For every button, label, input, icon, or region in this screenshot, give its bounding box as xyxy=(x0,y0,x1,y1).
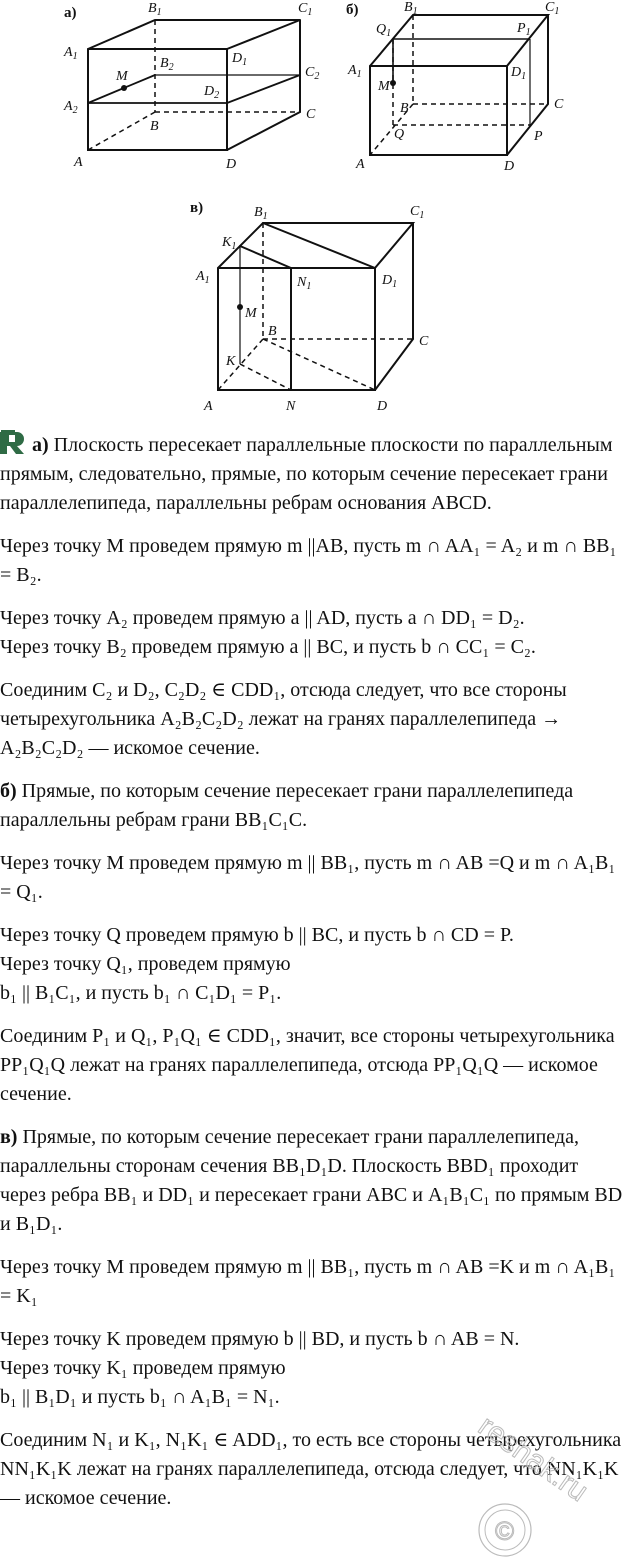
svg-text:C1: $C_1$ xyxy=(545,0,560,17)
part-a-p1: Плоскость пересекает параллельные плоскости по параллельным прямым, следовательно, прямые, по которым сечение пересекает грани параллелепипеда, параллельны ребрам основания ABCD. xyxy=(0,434,613,514)
svg-text:B1: $B_1$ xyxy=(404,0,418,17)
reshak-logo-icon xyxy=(0,430,26,456)
part-b-p3-line1: Через точку Q проведем прямую b || BC, и пусть b ∩ CD = P. xyxy=(0,924,514,946)
svg-text:M: M xyxy=(378,79,390,94)
svg-text:C: C xyxy=(419,334,429,349)
part-b-p1: Прямые, по которым сечение пересекает грани параллелепипеда параллельны ребрам грани BB₁C₁C. xyxy=(0,780,574,831)
figure-v xyxy=(190,200,429,414)
solution-text xyxy=(0,430,624,1527)
svg-text:N: N xyxy=(286,399,296,414)
part-b-intro xyxy=(0,777,624,835)
part-a-p3 xyxy=(0,604,624,662)
svg-text:M: M xyxy=(245,306,257,321)
point-m-icon xyxy=(121,85,127,91)
svg-text:©: © xyxy=(495,1516,515,1546)
figure-a-title: а) xyxy=(64,5,77,21)
svg-text:D1: $D_1$ xyxy=(232,51,248,68)
part-b-p2: Через точку M проведем прямую m || BB₁, пусть m ∩ AB =Q и m ∩ A₁B₁ = Q₁. xyxy=(0,852,616,903)
part-v-p3-line1: Через точку K проведем прямую b || BD, и пусть b ∩ AB = N. xyxy=(0,1328,520,1350)
point-m-icon xyxy=(390,80,396,86)
svg-text:M: M xyxy=(116,69,128,84)
figure-b-title: б) xyxy=(346,2,359,18)
part-b-p3 xyxy=(0,921,624,1008)
svg-text:P1: $P_1$ xyxy=(517,21,531,38)
part-a-marker: а) xyxy=(32,434,49,456)
figures-area xyxy=(0,0,624,420)
svg-text:C2: $C_2$ xyxy=(305,65,320,82)
svg-text:D: D xyxy=(226,157,237,172)
figure-v-title: в) xyxy=(190,200,204,216)
part-a-p2: Через точку M проведем прямую m ||AB, пусть m ∩ AA₁ = A₂ и m ∩ BB₁ = B₂. xyxy=(0,535,617,586)
svg-text:A1: $A_1$ xyxy=(196,269,210,286)
part-b-p4: Соединим P₁ и Q₁, P₁Q₁ ∈ CDD₁, значит, все стороны четырехугольника PP₁Q₁Q лежат на гранях параллелепипеда, отсюда PP₁Q₁Q — искомое сечение. xyxy=(0,1025,615,1105)
svg-text:P: P xyxy=(534,129,543,144)
part-v-p3-line2: Через точку K₁ проведем прямую xyxy=(0,1357,286,1379)
part-v-p3-line3: b₁ || B₁D₁ и пусть b₁ ∩ A₁B₁ = N₁. xyxy=(0,1386,280,1408)
figure-a xyxy=(63,1,319,172)
svg-text:A1: $A_1$ xyxy=(348,63,362,80)
part-v-p4: Соединим N₁ и K₁, N₁K₁ ∈ ADD₁, то есть все стороны четырехугольника NN₁K₁K лежат на гранях параллелепипеда, отсюда следует, что NN₁K₁K — искомое сечение. xyxy=(0,1429,622,1509)
part-b-marker: б) xyxy=(0,780,17,802)
part-a-intro xyxy=(0,430,624,518)
svg-text:C1: $C_1$ xyxy=(410,204,425,221)
svg-text:A: A xyxy=(204,399,213,414)
svg-text:D2: $D_2$ xyxy=(204,84,220,101)
svg-text:K1: $K_1$ xyxy=(222,235,237,252)
svg-text:B1: $B_1$ xyxy=(148,1,162,18)
watermark-text: reshak.ru xyxy=(472,1409,594,1509)
svg-text:B2: $B_2$ xyxy=(160,56,174,73)
svg-text:A2: $A_2$ xyxy=(64,99,78,116)
figure-b xyxy=(346,0,564,174)
part-v-p3 xyxy=(0,1325,624,1412)
svg-text:K: K xyxy=(226,354,236,369)
svg-text:Q1: $Q_1$ xyxy=(376,22,392,39)
svg-text:Q: Q xyxy=(394,127,405,142)
svg-text:A: A xyxy=(74,155,83,170)
svg-text:D1: $D_1$ xyxy=(511,65,527,82)
point-m-icon xyxy=(237,304,243,310)
svg-text:D: D xyxy=(377,399,388,414)
svg-text:A1: $A_1$ xyxy=(64,45,78,62)
svg-text:C: C xyxy=(306,107,316,122)
svg-text:C: C xyxy=(554,97,564,112)
svg-text:B: B xyxy=(400,101,409,116)
svg-text:B: B xyxy=(150,119,159,134)
part-a-p4: Соединим C₂ и D₂, C₂D₂ ∈ CDD₁, отсюда следует, что все стороны четырехугольника A₂B₂C₂D₂ лежат на гранях параллелепипеда → A₂B₂C₂D₂ — искомое сечение. xyxy=(0,679,567,759)
svg-text:B1: $B_1$ xyxy=(254,205,268,222)
part-a-p3-line2: Через точку B₂ проведем прямую a || BC, и пусть b ∩ CC₁ = C₂. xyxy=(0,636,536,658)
part-b-p3-line2: Через точку Q₁, проведем прямую xyxy=(0,953,291,975)
part-v-p1: Прямые, по которым сечение пересекает грани параллелепипеда, параллельны сторонам сечения BB₁D₁D. Плоскость BBD₁ проходит через ребра BB₁ и DD₁ и пересекает грани ABC и A₁B₁C₁ по прямым BD и B₁D₁. xyxy=(0,1126,623,1235)
svg-text:D1: $D_1$ xyxy=(382,273,398,290)
svg-text:B: B xyxy=(268,324,277,339)
parallelepiped-figures xyxy=(0,0,624,420)
part-v-p2: Через точку M проведем прямую m || BB₁, пусть m ∩ AB =K и m ∩ A₁B₁ = K₁ xyxy=(0,1256,616,1307)
svg-text:D: D xyxy=(504,159,515,174)
part-a-p3-line1: Через точку A₂ проведем прямую a || AD, пусть a ∩ DD₁ = D₂. xyxy=(0,607,525,629)
part-v-intro xyxy=(0,1123,624,1239)
part-v-marker: в) xyxy=(0,1126,18,1148)
svg-text:A: A xyxy=(356,157,365,172)
part-b-p3-line3: b₁ || B₁C₁, и пусть b₁ ∩ C₁D₁ = P₁. xyxy=(0,982,282,1004)
svg-text:C1: $C_1$ xyxy=(298,1,313,18)
svg-text:N1: $N_1$ xyxy=(297,275,312,292)
